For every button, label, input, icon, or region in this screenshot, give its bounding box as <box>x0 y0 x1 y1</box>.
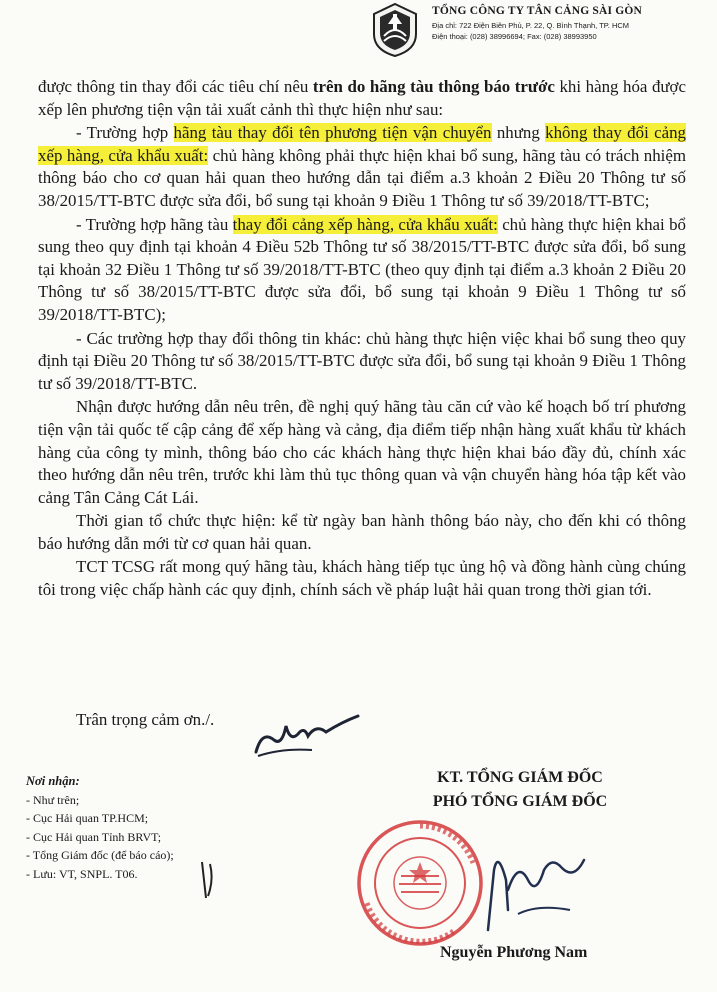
director-signature-icon <box>478 840 588 940</box>
p3-highlight: thay đổi cảng xếp hàng, cửa khẩu xuất: <box>232 214 498 234</box>
p2-text-b: nhưng <box>491 123 546 143</box>
paragraph-7: TCT TCSG rất mong quý hãng tàu, khách hàng tiếp tục ủng hộ và đồng hành cùng chúng tôi trong việc chấp hành các quy định, chính sách về pháp luật hải quan trong thời gian tới. <box>38 557 686 600</box>
p1-text-a: được thông tin thay đổi các tiêu chí nêu <box>38 77 313 96</box>
letter-body <box>38 76 686 603</box>
letterhead <box>340 0 717 60</box>
signer-block <box>400 766 640 814</box>
paragraph-2 <box>38 122 686 212</box>
p3-text-b: chủ hàng thực hiện khai bổ sung theo quy định tại khoản 4 Điều 52b Thông tư số 38/2015/TT-BTC được sửa đổi, bổ sung tại khoản 32 Điều 1 Thông tư số 39/2018/TT-BTC (theo quy định tại điểm a.3 khoản 2 Điều 20 Thông tư số 38/2015/TT-BTC được sửa đổi, bổ sung tại khoản 9 Điều 1 Thông tư số 39/2018/TT-BTC); <box>38 214 686 324</box>
paragraph-6: Thời gian tổ chức thực hiện: kể từ ngày ban hành thông báo này, cho đến khi có thông báo hướng dẫn mới từ cơ quan hải quan. <box>38 511 686 553</box>
paragraph-5: Nhận được hướng dẫn nêu trên, đề nghị quý hãng tàu căn cứ vào kế hoạch bố trí phương tiện vận tải quốc tế cập cảng để xếp hàng và cảng, địa điểm tiếp nhận hàng xuất khẩu từ khách hàng của công ty mình, thông báo cho các khách hàng thực hiện khai báo đầy đủ, chính xác theo hướng dẫn nêu trên, trước khi làm thủ tục thông quan và vận chuyển hàng hóa tập kết vào cảng Tân Cảng Cát Lái. <box>38 397 686 507</box>
recipients-title: Nơi nhận: <box>26 774 80 788</box>
closing-line: Trân trọng cảm ơn./. <box>76 710 215 729</box>
margin-signature-icon <box>198 860 218 900</box>
signer-name: Nguyễn Phương Nam <box>440 944 588 961</box>
p2-text-a: - Trường hợp <box>76 123 174 143</box>
p2-highlight-1: hãng tàu thay đổi tên phương tiện vận chuyển <box>173 123 492 143</box>
company-logo-icon <box>370 2 420 58</box>
recipient-item: - Cục Hải quan Tỉnh BRVT; <box>26 829 162 844</box>
company-address: Địa chỉ: 722 Điện Biên Phủ, P. 22, Q. Bình Thạnh, TP. HCM <box>432 21 630 30</box>
recipient-item: - Tổng Giám đốc (để báo cáo); <box>26 848 174 862</box>
recipient-item: - Cục Hải quan TP.HCM; <box>26 811 149 825</box>
signer-title-2: PHÓ TỔNG GIÁM ĐỐC <box>432 793 608 810</box>
p1-text-c: khi hàng hóa được xếp lên phương tiện vận tải xuất cảnh thì thực hiện như sau: <box>38 77 686 119</box>
p1-text-b: trên do hãng tàu thông báo trước <box>312 77 555 96</box>
recipients-block <box>26 772 174 883</box>
paragraph-4: - Các trường hợp thay đổi thông tin khác: chủ hàng thực hiện việc khai bổ sung theo quy định tại Điều 20 Thông tư số 38/2015/TT-BTC được sửa đổi, bổ sung tại khoản 9 Điều 1 Thông tư số 39/2018/TT-BTC. <box>38 328 686 393</box>
p3-text-a: - Trường hợp hãng tàu <box>76 214 233 234</box>
signer-title-1: KT. TỔNG GIÁM ĐỐC <box>437 769 603 786</box>
company-name: TỔNG CÔNG TY TÂN CẢNG SÀI GÒN <box>432 5 643 17</box>
p2-text-c: chủ hàng không phải thực hiện khai bổ sung, hãng tàu có trách nhiệm thông báo cho cơ quan hải quan theo hướng dẫn tại điểm a.3 khoản 2 Điều 20 Thông tư số 38/2015/TT-BTC được sửa đổi, bổ sung tại khoản 9 Điều 1 Thông tư số 39/2018/TT-BTC; <box>38 145 686 210</box>
p2-highlight-2: không thay đổi cảng xếp hàng, cửa khẩu xuất: <box>38 123 686 165</box>
paragraph-3 <box>38 214 686 327</box>
initial-signature-icon <box>252 712 362 762</box>
recipient-item: - Lưu: VT, SNPL. T06. <box>26 866 138 881</box>
company-seal-icon <box>355 818 485 948</box>
recipient-item: - Như trên; <box>26 792 80 807</box>
paragraph-1 <box>38 76 686 121</box>
company-phone: Điện thoại: (028) 38996694; Fax: (028) 38993950 <box>432 32 597 41</box>
